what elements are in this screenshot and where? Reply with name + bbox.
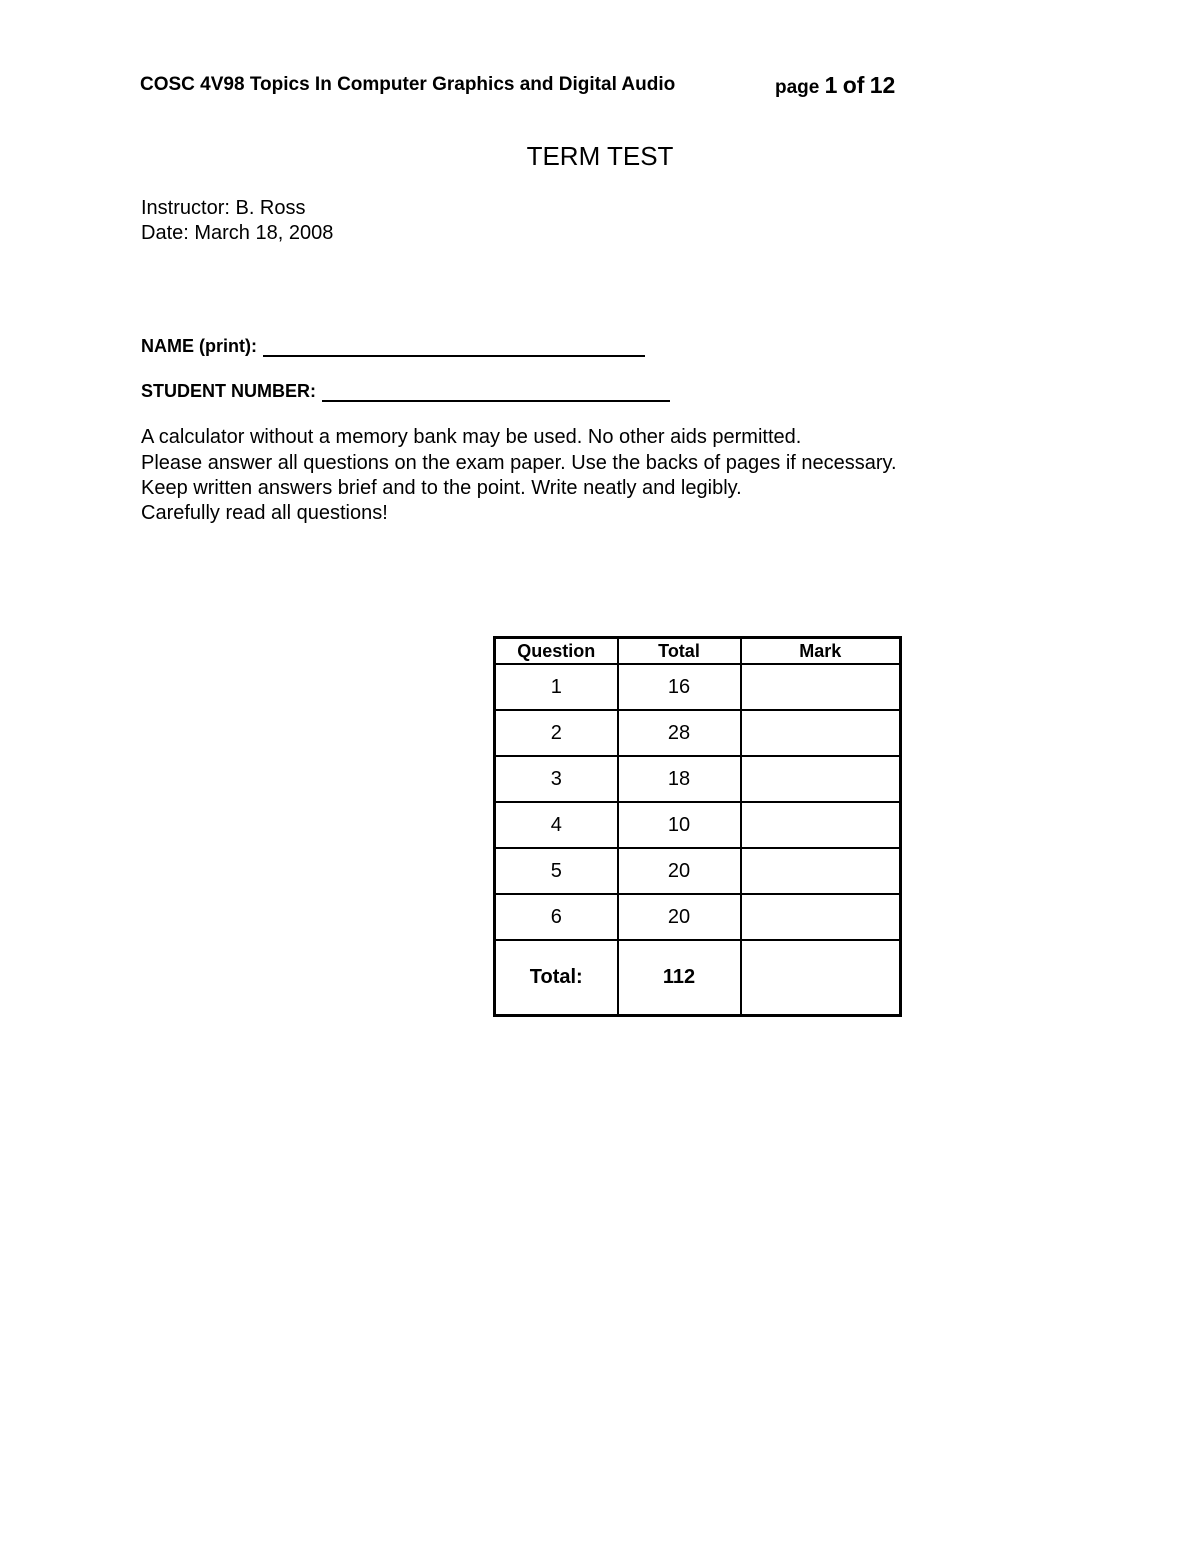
table-row [495,664,901,710]
question-total-cell: 18 [618,756,741,802]
page-total: 12 [869,72,896,98]
question-number-cell: 6 [495,894,618,940]
instructor-line: Instructor: B. Ross [141,197,306,219]
mark-cell [741,664,901,710]
column-header-mark: Mark [741,638,901,665]
question-total-cell: 10 [618,802,741,848]
instruction-line: A calculator without a memory bank may be used. No other aids permitted. [141,426,802,448]
page-title: TERM TEST [526,141,674,171]
instruction-line: Keep written answers brief and to the point. Write neatly and legibly. [141,477,742,499]
marks-table [493,636,902,1017]
grand-total-cell: 112 [618,940,741,1016]
page-of: of [842,72,865,98]
mark-cell [741,756,901,802]
student-number-field-row [141,381,670,402]
column-header-total: Total [618,638,741,665]
question-number-cell: 1 [495,664,618,710]
question-total-cell: 20 [618,894,741,940]
page-indicator [775,72,895,99]
question-number-cell: 2 [495,710,618,756]
table-row [495,848,901,894]
table-row [495,802,901,848]
total-label-cell: Total: [495,940,618,1016]
mark-cell [741,802,901,848]
mark-cell [741,848,901,894]
question-number-cell: 4 [495,802,618,848]
question-number-cell: 5 [495,848,618,894]
question-number-cell: 3 [495,756,618,802]
table-row [495,894,901,940]
page-prefix: page [775,77,820,98]
mark-cell [741,710,901,756]
total-row [495,940,901,1016]
name-field[interactable] [263,337,645,357]
date-line: Date: March 18, 2008 [141,222,334,244]
name-field-row [141,336,645,357]
question-total-cell: 20 [618,848,741,894]
question-total-cell: 28 [618,710,741,756]
page-current: 1 [824,72,838,98]
question-total-cell: 16 [618,664,741,710]
student-number-field[interactable] [322,382,670,402]
instruction-line: Please answer all questions on the exam paper. Use the backs of pages if necessary. [141,452,897,474]
course-header: COSC 4V98 Topics In Computer Graphics and Digital Audio [140,74,676,95]
table-header-row [495,638,901,665]
total-mark-cell [741,940,901,1016]
mark-cell [741,894,901,940]
table-row [495,756,901,802]
student-number-field-label: STUDENT NUMBER: [141,381,316,401]
name-field-label: NAME (print): [141,336,257,356]
table-row [495,710,901,756]
column-header-question: Question [495,638,618,665]
instruction-line: Carefully read all questions! [141,502,388,524]
